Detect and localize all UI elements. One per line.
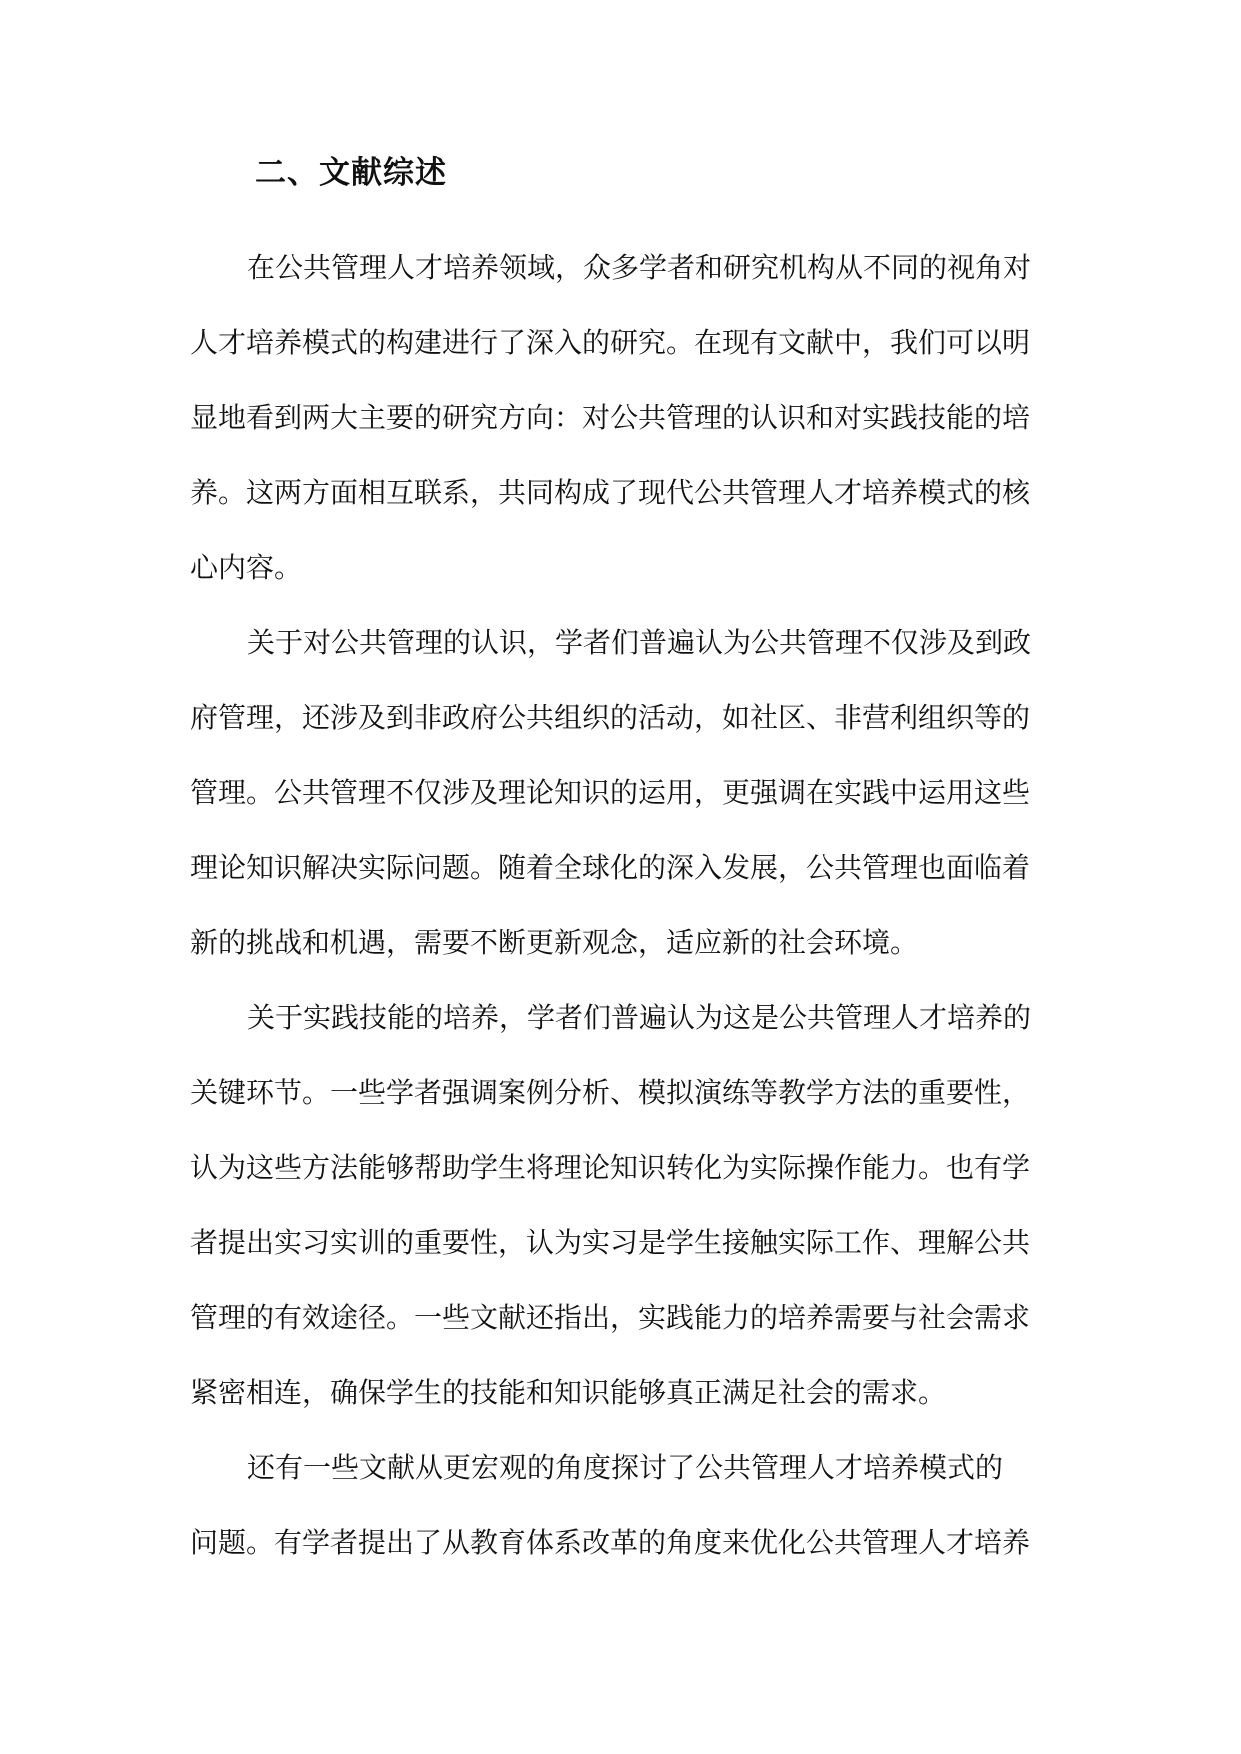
text-line: 关于实践技能的培养，学者们普遍认为这是公共管理人才培养的 (247, 1001, 1032, 1034)
text-line: 人才培养模式的构建进行了深入的研究。在现有文献中，我们可以明 (190, 326, 1031, 359)
text-line: 府管理，还涉及到非政府公共组织的活动，如社区、非营利组织等的 (190, 701, 1031, 734)
text-line: 管理。公共管理不仅涉及理论知识的运用，更强调在实践中运用这些 (190, 776, 1031, 809)
body-text (190, 230, 1055, 1580)
text-line: 认为这些方法能够帮助学生将理论知识转化为实际操作能力。也有学 (190, 1151, 1031, 1184)
paragraph-3 (190, 980, 1055, 1430)
text-line: 养。这两方面相互联系，共同构成了现代公共管理人才培养模式的核 (190, 476, 1031, 509)
text-line: 者提出实习实训的重要性，认为实习是学生接触实际工作、理解公共 (190, 1226, 1031, 1259)
text-line: 管理的有效途径。一些文献还指出，实践能力的培养需要与社会需求 (190, 1301, 1031, 1334)
paragraph-2 (190, 605, 1055, 980)
text-line: 理论知识解决实际问题。随着全球化的深入发展，公共管理也面临着 (190, 851, 1031, 884)
text-line: 问题。有学者提出了从教育体系改革的角度来优化公共管理人才培养 (190, 1526, 1031, 1559)
text-line: 在公共管理人才培养领域，众多学者和研究机构从不同的视角对 (247, 251, 1032, 284)
text-line: 心内容。 (190, 551, 303, 584)
paragraph-4 (190, 1430, 1055, 1580)
text-line: 新的挑战和机遇，需要不断更新观念，适应新的社会环境。 (190, 926, 919, 959)
text-line: 关于对公共管理的认识，学者们普遍认为公共管理不仅涉及到政 (247, 626, 1032, 659)
text-line: 关键环节。一些学者强调案例分析、模拟演练等教学方法的重要性， (190, 1076, 1031, 1109)
section-heading: 二、文献综述 (255, 155, 447, 191)
text-line: 紧密相连，确保学生的技能和知识能够真正满足社会的需求。 (190, 1376, 947, 1409)
text-line: 还有一些文献从更宏观的角度探讨了公共管理人才培养模式的 (247, 1451, 1004, 1484)
paragraph-1 (190, 230, 1055, 605)
text-line: 显地看到两大主要的研究方向：对公共管理的认识和对实践技能的培 (190, 401, 1031, 434)
